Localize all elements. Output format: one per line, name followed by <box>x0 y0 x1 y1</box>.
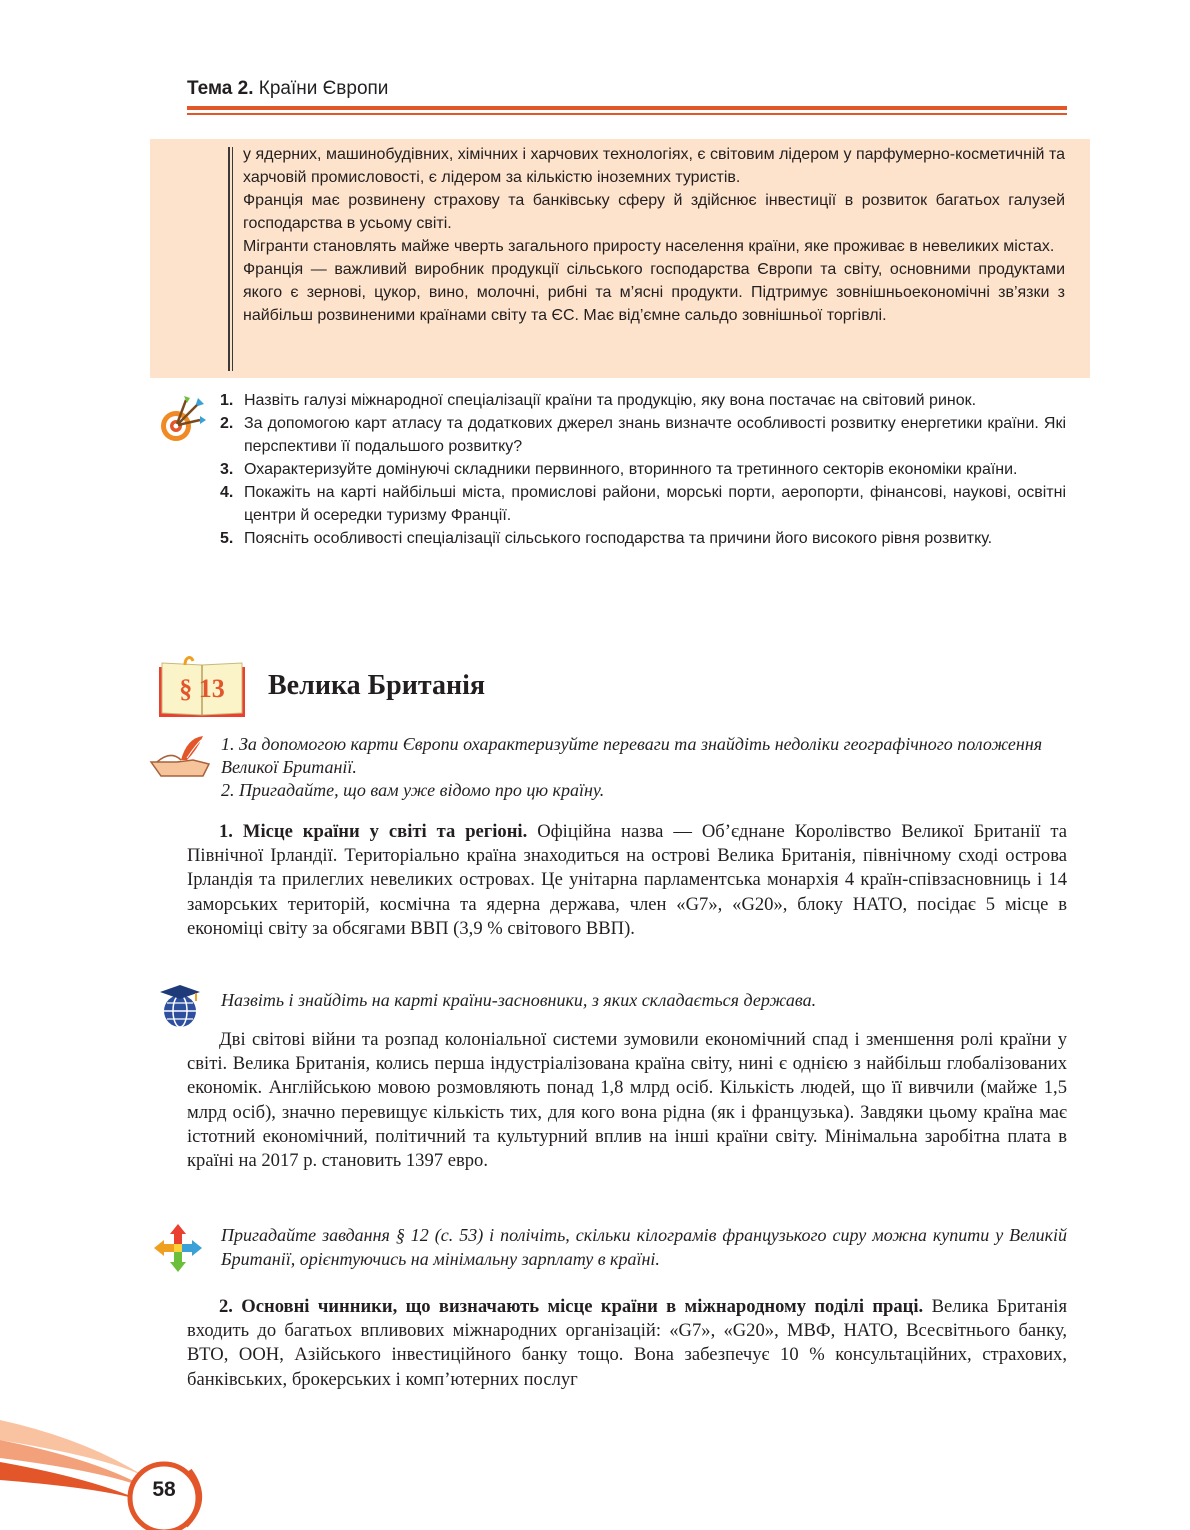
summary-box <box>150 139 1090 378</box>
paragraph-heading: 2. Основні чинники, що визначають місце країни в міжнародному поділі праці. <box>219 1296 924 1317</box>
page-number: 58 <box>152 1478 176 1501</box>
calc-task: Пригадайте завдання § 12 (с. 53) і полічіть, скільки кілограмів французького сиру можна купити у Великій Британії, орієнтуючись на мінімальну зарплату в країні. <box>221 1225 1067 1269</box>
question-item <box>220 458 1066 481</box>
summary-paragraph: Франція має розвинену страхову та банківську сферу й здійснює інвестиції в розвиток багатьох галузей господарства в усьому світі. <box>243 192 1065 232</box>
paragraph-heading: 1. Місце країни у світі та регіоні. <box>219 821 528 842</box>
box-bar <box>228 147 230 371</box>
question-item <box>220 481 1066 527</box>
question-number: 2. <box>220 415 234 432</box>
body-paragraph: Дві світові війни та розпад колоніальної системи зумовили економічний спад і зменшення ролі країни у світі. Велика Британія, колись перша індустріалізована країна світу, нині є однією з найбільш глобалізованих економік. Англійською мовою розмовляють понад 1,8 млрд осіб. Кількість людей, що її вивчили (майже 1,5 млрд осіб), значно перевищує кількість тих, для кого вона рідна (як і французька). Завдяки цьому країна має істотний економічний, політичний та культурний вплив на інші країни світу. Мінімальна заробітна плата в країні на 2017 р. становить 1397 евро. <box>187 1029 1067 1172</box>
box-bar-thin <box>232 147 233 371</box>
arrows-puzzle-icon <box>152 1222 204 1274</box>
globe-graduation-icon <box>158 983 202 1029</box>
body-section-1 <box>187 820 1067 941</box>
header-rule <box>187 106 1067 110</box>
question-number: 5. <box>220 530 234 547</box>
question-text: Покажіть на карті найбільші міста, промислові райони, морські порти, аеропорти, фінансові, наукові, освітні центри й осередки туризму Франції. <box>244 484 1066 524</box>
question-item <box>220 412 1066 458</box>
body-section-3 <box>187 1295 1067 1392</box>
intro-task: 1. За допомогою карти Європи охарактеризуйте переваги та знайдіть недоліки географічного положення Великої Британії. <box>221 734 1043 777</box>
summary-text <box>243 143 1065 327</box>
question-item <box>220 527 1066 550</box>
question-text: За допомогою карт атласу та додаткових джерел знань визначте особливості розвитку енергетики країни. Які перспективи її подальшого розвитку? <box>244 415 1066 455</box>
question-text: Назвіть галузі міжнародної спеціалізації країни та продукцію, яку вона постачає на світовий ринок. <box>244 392 977 409</box>
body-section-2 <box>187 1028 1067 1173</box>
body-paragraph <box>187 1295 1067 1392</box>
paragraph-text: Офіційна назва — Об’єднане Королівство Великої Британії та Північної Ірландії. Територіально країна знаходиться на острові Велика Британія, північному сході острова Ірландія та прилеглих невеликих островах. Це унітарна парламентська монархія 4 країн-співзасновниць і 14 заморських територій, космічна та ядерна держава, член «G7», «G20», блоку НАТО, посідає 5 місце в економіці світу за обсягами ВВП (3,9 % світового ВВП). <box>187 821 1067 939</box>
summary-paragraph: Франція — важливий виробник продукції сільського господарства Європи та світу, основними продуктами якого є зернові, цукор, вино, молочні, рибні та м’ясні продукти. Підтримує зовнішньоекономічні зв’язки з найбільш розвиненими країнами світу та ЄС. Має від’ємне сальдо зовнішньої торгівлі. <box>243 261 1065 324</box>
running-header <box>187 78 1067 100</box>
question-text: Охарактеризуйте домінуючі складники первинного, вторинного та третинного секторів економіки країни. <box>244 461 1018 478</box>
question-number: 3. <box>220 461 234 478</box>
summary-paragraph: у ядерних, машинобудівних, хімічних і харчових технологіях, є світовим лідером у парфумерно-косметичній та харчовій промисловості, є лідером за кількістю іноземних туристів. <box>243 146 1065 186</box>
question-item <box>220 389 1066 412</box>
review-questions <box>220 389 1066 550</box>
question-number: 4. <box>220 484 234 501</box>
topic-title: Країни Європи <box>258 78 389 99</box>
target-arrows-icon <box>156 394 208 446</box>
summary-paragraph: Мігранти становлять майже чверть загального приросту населення країни, яке проживає в невеликих містах. <box>243 238 1055 255</box>
question-number: 1. <box>220 392 234 409</box>
body-paragraph <box>187 820 1067 941</box>
header-rule-thin <box>187 113 1067 115</box>
footer-swoosh <box>0 1400 215 1530</box>
hand-quill-icon <box>147 732 211 780</box>
section-title: Велика Британія <box>268 670 486 701</box>
book-section-icon <box>155 653 250 723</box>
paragraph-text: Велика Британія входить до багатьох впливових міжнародних організацій: «G7», «G20», МВФ, НАТО, Всесвітнього банку, ВТО, ООН, Азійського інвестиційного банку тощо. Вона забезпечує 10 % консультаційних, страхових, банківських, брокерських і комп’ютерних послуг <box>187 1296 1067 1390</box>
intro-tasks <box>221 733 1067 802</box>
topic-label: Тема 2. <box>187 78 254 99</box>
map-task: Назвіть і знайдіть на карті країни-засновники, з яких складається держава. <box>221 990 817 1010</box>
intro-task: 2. Пригадайте, що вам уже відомо про цю країну. <box>221 780 605 800</box>
question-text: Поясніть особливості спеціалізації сільського господарства та причини його високого рівня розвитку. <box>244 530 993 547</box>
section-number: § 13 <box>179 674 225 703</box>
